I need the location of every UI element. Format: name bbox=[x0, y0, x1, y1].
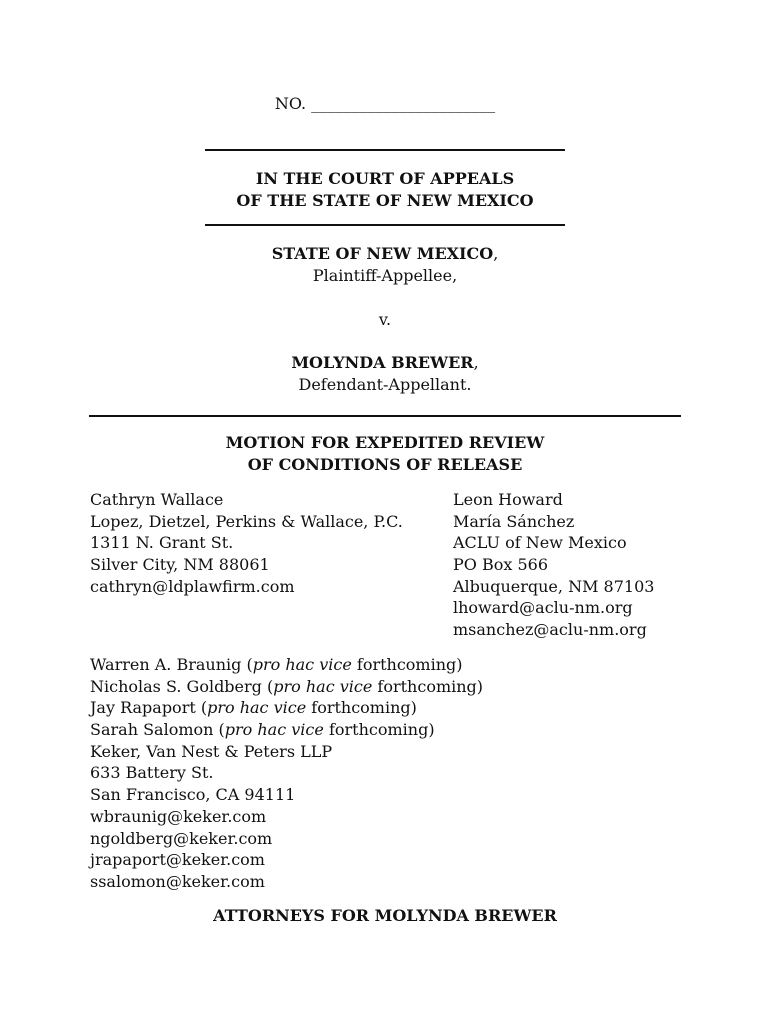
forthcoming-label: forthcoming) bbox=[372, 676, 484, 696]
firm-email: ssalomon@keker.com bbox=[90, 871, 265, 891]
left-counsel-block bbox=[90, 489, 403, 597]
keker-counsel-block bbox=[90, 654, 483, 893]
attorneys-for-heading: ATTORNEYS FOR MOLYNDA BREWER bbox=[213, 906, 557, 925]
forthcoming-label: forthcoming) bbox=[351, 655, 463, 674]
attorney-name: Sarah Salomon ( bbox=[90, 720, 225, 740]
plaintiff-role: Plaintiff-Appellee, bbox=[312, 266, 458, 285]
plaintiff-name-text: STATE OF NEW MEXICO bbox=[271, 244, 494, 263]
court-rule bbox=[205, 224, 565, 226]
right-counsel-email: msanchez@aclu-nm.org bbox=[453, 620, 647, 640]
pro-hac-vice-label: pro hac vice bbox=[252, 655, 352, 674]
pro-hac-vice-label: pro hac vice bbox=[273, 676, 373, 696]
left-counsel-email: cathryn@ldplawfirm.com bbox=[90, 576, 295, 596]
motion-title-line-1: MOTION FOR EXPEDITED REVIEW bbox=[225, 433, 545, 452]
firm-line: 633 Battery St. bbox=[90, 763, 214, 783]
firm-email: ngoldberg@keker.com bbox=[90, 828, 273, 848]
pro-hac-attorney bbox=[90, 654, 483, 676]
top-rule bbox=[205, 149, 565, 151]
pro-hac-vice-label: pro hac vice bbox=[224, 720, 324, 740]
left-counsel-line: 1311 N. Grant St. bbox=[90, 533, 234, 553]
motion-title-line-2: OF CONDITIONS OF RELEASE bbox=[247, 455, 523, 474]
right-counsel-line: María Sánchez bbox=[453, 511, 575, 531]
versus: v. bbox=[378, 310, 392, 329]
right-counsel-line: PO Box 566 bbox=[453, 555, 549, 575]
defendant-role: Defendant-Appellant. bbox=[298, 375, 472, 394]
court-name-line-1: IN THE COURT OF APPEALS bbox=[255, 169, 515, 188]
pro-hac-attorney bbox=[90, 676, 483, 698]
right-counsel-line: ACLU of New Mexico bbox=[453, 533, 627, 553]
right-counsel-block bbox=[453, 489, 654, 641]
pro-hac-attorney bbox=[90, 697, 483, 719]
forthcoming-label: forthcoming) bbox=[306, 698, 417, 718]
forthcoming-label: forthcoming) bbox=[323, 720, 435, 740]
attorney-name: Nicholas S. Goldberg ( bbox=[90, 676, 274, 696]
firm-email: jrapaport@keker.com bbox=[90, 850, 265, 870]
firm-email: wbraunig@keker.com bbox=[90, 806, 267, 826]
case-number: NO. _______________________ bbox=[274, 94, 496, 113]
left-counsel-line: Cathryn Wallace bbox=[90, 490, 224, 509]
right-counsel-line: Leon Howard bbox=[453, 490, 563, 509]
attorney-name: Warren A. Braunig ( bbox=[90, 655, 253, 674]
right-counsel-email: lhoward@aclu-nm.org bbox=[453, 598, 633, 618]
right-counsel-line: Albuquerque, NM 87103 bbox=[453, 576, 655, 596]
defendant-name-text: MOLYNDA BREWER bbox=[291, 353, 474, 372]
pro-hac-vice-label: pro hac vice bbox=[207, 698, 307, 718]
defendant-name bbox=[0, 352, 770, 374]
firm-line: Keker, Van Nest & Peters LLP bbox=[90, 741, 333, 761]
attorney-name: Jay Rapaport ( bbox=[90, 698, 208, 718]
left-counsel-line: Lopez, Dietzel, Perkins & Wallace, P.C. bbox=[90, 511, 403, 531]
plaintiff-comma: , bbox=[493, 244, 499, 263]
defendant-comma: , bbox=[473, 353, 479, 372]
court-name-line-2: OF THE STATE OF NEW MEXICO bbox=[236, 191, 534, 210]
firm-line: San Francisco, CA 94111 bbox=[90, 785, 296, 805]
plaintiff-name bbox=[0, 243, 770, 265]
caption-rule bbox=[89, 415, 681, 417]
left-counsel-line: Silver City, NM 88061 bbox=[90, 555, 270, 575]
pro-hac-attorney bbox=[90, 719, 483, 741]
